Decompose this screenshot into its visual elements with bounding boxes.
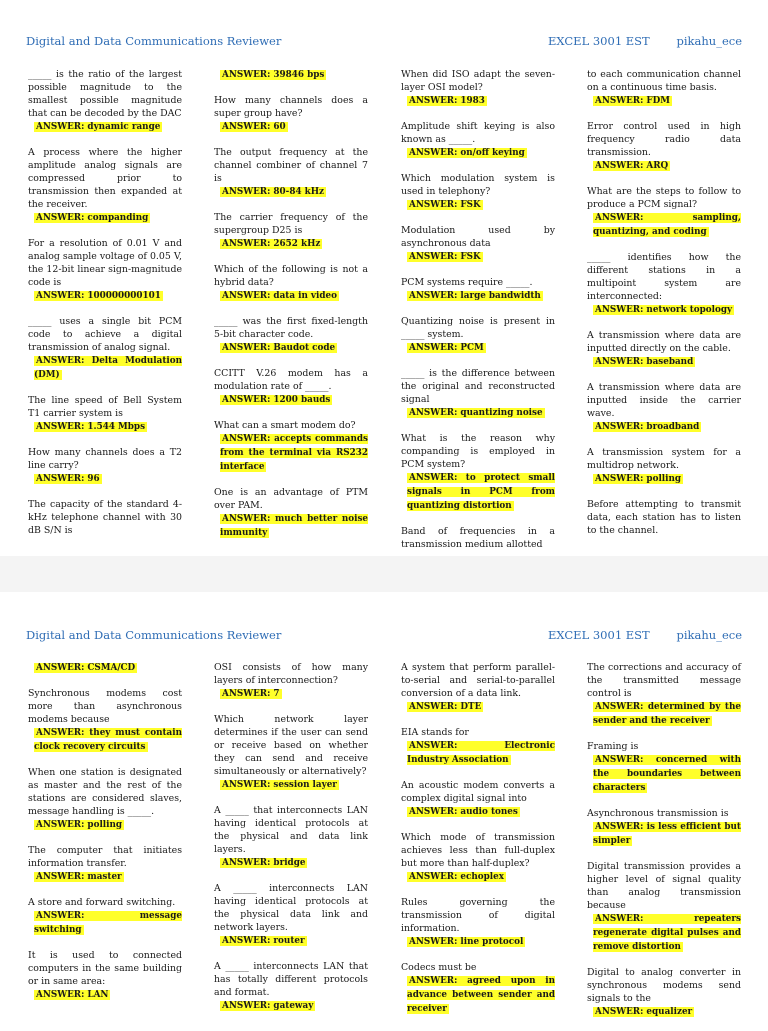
answer-line <box>587 211 741 239</box>
question-text: How many channels does a T2 line carry? <box>28 447 182 471</box>
question-text: How many channels does a super group have? <box>214 95 368 119</box>
question-text: Synchronous modems cost more than asynchronous modems because <box>28 688 182 725</box>
column-4 <box>587 68 741 549</box>
answer-highlight: ANSWER: DTE <box>409 702 482 712</box>
answer-line <box>587 472 741 486</box>
question-text: Which of the following is not a hybrid data? <box>214 264 368 288</box>
question-text: CCITT V.26 modem has a modulation rate of _____. <box>214 368 368 392</box>
question-text: An acoustic modem converts a complex digital signal into <box>401 780 555 804</box>
question-text: A system that perform parallel-to-serial and serial-to-parallel conversion of a data link. <box>401 662 555 699</box>
answer-line <box>214 934 368 948</box>
answer-line <box>401 805 555 819</box>
question-text: The computer that initiates information transfer. <box>28 845 182 869</box>
answer-highlight: ANSWER: to protect small signals in PCM from quantizing distortion <box>407 473 555 511</box>
question-text: Codecs must be <box>401 962 477 973</box>
answer-line <box>401 406 555 420</box>
answer-line <box>587 303 741 317</box>
answer-highlight: ANSWER: 100000000101 <box>36 291 161 301</box>
answer-highlight: ANSWER: repeaters regenerate digital pulses and remove distortion <box>593 914 741 952</box>
question-text: Which modulation system is used in telephony? <box>401 173 555 197</box>
question-text: When one station is designated as master and the rest of the stations are considered slaves, message handling is _____. <box>28 767 182 817</box>
header-course: EXCEL 3001 EST <box>548 34 650 48</box>
question-text: When did ISO adapt the seven-layer OSI model? <box>401 69 555 93</box>
answer-highlight: ANSWER: equalizer <box>595 1007 693 1017</box>
page-header <box>26 628 742 644</box>
question-text: OSI consists of how many layers of interconnection? <box>214 662 368 686</box>
question-text: A process where the higher amplitude analog signals are compressed prior to transmission then expanded at the receiver. <box>28 147 182 210</box>
answer-highlight: ANSWER: ARQ <box>595 161 669 171</box>
answer-line <box>401 974 555 1016</box>
question-text: Which network layer determines if the user can send or receive based on whether they can send and receive simultaneously or alternatively? <box>214 714 368 777</box>
answer-highlight: ANSWER: Delta Modulation (DM) <box>34 356 182 380</box>
answer-line <box>214 68 368 82</box>
question-text: The output frequency at the channel combiner of channel 7 is <box>214 147 368 184</box>
question-text: Band of frequencies in a transmission medium allotted <box>401 526 555 550</box>
answer-highlight: ANSWER: baseband <box>595 357 694 367</box>
question-text: _____ identifies how the different stations in a multipoint system are interconnected: <box>587 252 741 302</box>
question-text: Error control used in high frequency radio data transmission. <box>587 121 741 158</box>
column-2 <box>214 68 368 552</box>
answer-line <box>587 820 741 848</box>
answer-highlight: ANSWER: broadband <box>595 422 700 432</box>
answer-highlight: ANSWER: dynamic range <box>36 122 161 132</box>
answer-line <box>401 341 555 355</box>
answer-line <box>587 700 741 728</box>
answer-highlight: ANSWER: Baudot code <box>222 343 336 353</box>
question-text: PCM systems require _____. <box>401 277 533 288</box>
column-2 <box>214 661 368 1025</box>
answer-highlight: ANSWER: Electronic Industry Association <box>407 741 555 765</box>
question-text: A transmission where data are inputted directly on the cable. <box>587 330 741 354</box>
question-text: The capacity of the standard 4-kHz telephone channel with 30 dB S/N is <box>28 499 182 536</box>
answer-line <box>401 198 555 212</box>
answer-highlight: ANSWER: companding <box>36 213 149 223</box>
answer-highlight: ANSWER: session layer <box>222 780 337 790</box>
question-text: The line speed of Bell System T1 carrier system is <box>28 395 182 419</box>
question-text: _____ was the first fixed-length 5-bit character code. <box>214 316 368 340</box>
answer-line <box>214 237 368 251</box>
question-text: _____ is the ratio of the largest possible magnitude to the smallest possible magnitude that can be decoded by the DAC <box>28 69 182 119</box>
answer-line <box>214 432 368 474</box>
answer-line <box>214 999 368 1013</box>
answer-line <box>587 912 741 954</box>
question-text: Quantizing noise is present in _____ system. <box>401 316 555 340</box>
answer-line <box>28 120 182 134</box>
answer-line <box>214 687 368 701</box>
answer-line <box>28 211 182 225</box>
answer-line <box>587 753 741 795</box>
answer-highlight: ANSWER: 7 <box>222 689 280 699</box>
answer-highlight: ANSWER: determined by the sender and the receiver <box>593 702 741 726</box>
header-title: Digital and Data Communications Reviewer <box>26 628 282 642</box>
answer-highlight: ANSWER: message switching <box>34 911 182 935</box>
question-text: It is used to connected computers in the same building or in same area: <box>28 950 182 987</box>
answer-highlight: ANSWER: on/off keying <box>409 148 525 158</box>
question-text: Rules governing the transmission of digital information. <box>401 897 555 934</box>
answer-highlight: ANSWER: FDM <box>595 96 671 106</box>
header-course: EXCEL 3001 EST <box>548 628 650 642</box>
answer-line <box>28 661 182 675</box>
question-text: Asynchronous transmission is <box>587 808 729 819</box>
answer-line <box>587 355 741 369</box>
answer-highlight: ANSWER: quantizing noise <box>409 408 543 418</box>
answer-line <box>28 870 182 884</box>
question-text: EIA stands for <box>401 727 469 738</box>
answer-line <box>28 909 182 937</box>
answer-highlight: ANSWER: agreed upon in advance between sender and receiver <box>407 976 555 1014</box>
answer-highlight: ANSWER: sampling, quantizing, and coding <box>593 213 741 237</box>
answer-line <box>587 94 741 108</box>
answer-line <box>214 778 368 792</box>
answer-highlight: ANSWER: router <box>222 936 305 946</box>
question-text: For a resolution of 0.01 V and analog sample voltage of 0.05 V, the 12-bit linear sign-magnitude code is <box>28 238 182 288</box>
answer-line <box>214 393 368 407</box>
answer-line <box>28 988 182 1002</box>
question-text: Which mode of transmission achieves less than full-duplex but more than half-duplex? <box>401 832 555 869</box>
answer-line <box>401 739 555 767</box>
answer-line <box>401 250 555 264</box>
answer-highlight: ANSWER: 80-84 kHz <box>222 187 325 197</box>
answer-highlight: ANSWER: 2652 kHz <box>222 239 321 249</box>
question-text: The carrier frequency of the supergroup D25 is <box>214 212 368 236</box>
answer-line <box>28 818 182 832</box>
question-text: A _____ that interconnects LAN having identical protocols at the physical and data link layers. <box>214 805 368 855</box>
question-text: A store and forward switching. <box>28 897 176 908</box>
question-text: What is the reason why companding is employed in PCM system? <box>401 433 555 470</box>
reviewer-page-2 <box>0 592 768 1024</box>
answer-line <box>214 289 368 303</box>
answer-line <box>401 935 555 949</box>
answer-highlight: ANSWER: audio tones <box>409 807 518 817</box>
answer-line <box>28 289 182 303</box>
answer-line <box>28 420 182 434</box>
answer-highlight: ANSWER: PCM <box>409 343 484 353</box>
answer-line <box>587 420 741 434</box>
question-text: Digital to analog converter in synchronous modems send signals to the <box>587 967 741 1004</box>
answer-highlight: ANSWER: master <box>36 872 122 882</box>
question-text: What are the steps to follow to produce a PCM signal? <box>587 186 741 210</box>
question-text: A _____ interconnects LAN that has totally different protocols and format. <box>214 961 368 998</box>
answer-highlight: ANSWER: data in video <box>222 291 337 301</box>
answer-line <box>28 472 182 486</box>
answer-highlight: ANSWER: they must contain clock recovery circuits <box>34 728 182 752</box>
question-text: One is an advantage of PTM over PAM. <box>214 487 368 511</box>
column-1 <box>28 661 182 1014</box>
answer-line <box>214 120 368 134</box>
column-3 <box>401 661 555 1028</box>
answer-line <box>214 512 368 540</box>
question-text: to each communication channel on a continuous time basis. <box>587 69 741 93</box>
answer-highlight: ANSWER: 1200 bauds <box>222 395 331 405</box>
answer-highlight: ANSWER: 96 <box>36 474 100 484</box>
question-text: _____ uses a single bit PCM code to achieve a digital transmission of analog signal. <box>28 316 182 353</box>
question-text: Digital transmission provides a higher level of signal quality than analog transmission because <box>587 861 741 911</box>
header-author: pikahu_ece <box>676 34 742 48</box>
question-text: Framing is <box>587 741 639 752</box>
question-text: What can a smart modem do? <box>214 420 356 431</box>
answer-highlight: ANSWER: FSK <box>409 252 481 262</box>
column-1 <box>28 68 182 549</box>
question-text: Before attempting to transmit data, each station has to listen to the channel. <box>587 499 741 536</box>
column-3 <box>401 68 555 563</box>
answer-line <box>28 726 182 754</box>
answer-line <box>28 354 182 382</box>
answer-highlight: ANSWER: large bandwidth <box>409 291 541 301</box>
header-author: pikahu_ece <box>676 628 742 642</box>
question-text: A _____ interconnects LAN having identical protocols at the physical data link and network layers. <box>214 883 368 933</box>
answer-line <box>401 870 555 884</box>
question-text: A transmission where data are inputted inside the carrier wave. <box>587 382 741 419</box>
answer-highlight: ANSWER: FSK <box>409 200 481 210</box>
question-text: Amplitude shift keying is also known as _____. <box>401 121 555 145</box>
question-text: _____ is the difference between the original and reconstructed signal <box>401 368 555 405</box>
answer-highlight: ANSWER: gateway <box>222 1001 314 1011</box>
answer-line <box>401 94 555 108</box>
answer-line <box>214 341 368 355</box>
column-4 <box>587 661 741 1031</box>
answer-highlight: ANSWER: much better noise immunity <box>220 514 368 538</box>
answer-highlight: ANSWER: LAN <box>36 990 109 1000</box>
answer-line <box>587 1005 741 1019</box>
answer-line <box>214 856 368 870</box>
answer-highlight: ANSWER: CSMA/CD <box>36 663 136 673</box>
page-gap <box>0 556 768 592</box>
answer-highlight: ANSWER: is less efficient but simpler <box>593 822 741 846</box>
answer-highlight: ANSWER: polling <box>36 820 123 830</box>
answer-line <box>401 471 555 513</box>
answer-line <box>214 185 368 199</box>
answer-highlight: ANSWER: 39846 bps <box>222 70 325 80</box>
answer-highlight: ANSWER: accepts commands from the terminal via RS232 interface <box>220 434 368 472</box>
answer-highlight: ANSWER: concerned with the boundaries between characters <box>593 755 741 793</box>
answer-highlight: ANSWER: network topology <box>595 305 733 315</box>
answer-highlight: ANSWER: 60 <box>222 122 286 132</box>
page-header <box>26 34 742 50</box>
answer-line <box>401 700 555 714</box>
answer-highlight: ANSWER: 1.544 Mbps <box>36 422 146 432</box>
answer-highlight: ANSWER: line protocol <box>409 937 524 947</box>
header-title: Digital and Data Communications Reviewer <box>26 34 282 48</box>
answer-line <box>401 146 555 160</box>
answer-line <box>587 159 741 173</box>
answer-highlight: ANSWER: echoplex <box>409 872 504 882</box>
question-text: A transmission system for a multidrop network. <box>587 447 741 471</box>
question-text: Modulation used by asynchronous data <box>401 225 555 249</box>
answer-line <box>401 289 555 303</box>
answer-highlight: ANSWER: polling <box>595 474 682 484</box>
answer-highlight: ANSWER: bridge <box>222 858 306 868</box>
question-text: The corrections and accuracy of the transmitted message control is <box>587 662 741 699</box>
answer-highlight: ANSWER: 1983 <box>409 96 485 106</box>
